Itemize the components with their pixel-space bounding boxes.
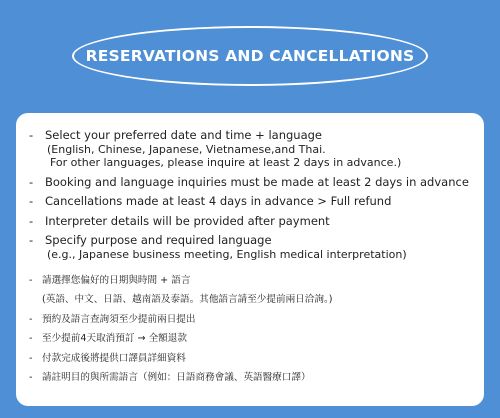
list-item — [29, 332, 474, 345]
title-ellipse — [72, 26, 428, 86]
list-item — [29, 175, 474, 190]
chinese-list — [29, 274, 474, 384]
item-text: 付款完成後將提供口譯員詳細資料 — [42, 352, 186, 364]
item-text: 至少提前4天取消預訂 → 全額退款 — [42, 333, 187, 344]
list-item — [29, 214, 474, 229]
bullet-dash: - — [29, 213, 34, 228]
bullet-dash: - — [29, 128, 34, 142]
item-subtext: (英語、中文、日語、越南語及泰語。其他語言請至少提前兩日洽詢。) — [42, 294, 333, 305]
item-text: 請註明目的與所需語言（例如：日語商務會議、英語醫療口譯） — [42, 372, 311, 383]
english-list — [29, 128, 474, 261]
list-item — [29, 233, 474, 261]
bullet-dash: - — [29, 333, 33, 344]
list-item — [29, 313, 474, 326]
bullet-dash: - — [29, 313, 33, 325]
list-item — [29, 128, 474, 170]
item-subtext: (English, Chinese, Japanese, Vietnamese,and Thai. — [47, 142, 326, 156]
bullet-dash: - — [29, 174, 34, 189]
list-item — [29, 352, 474, 365]
item-text: 請選擇您偏好的日期與時間 + 語言 — [42, 275, 191, 286]
item-text: 預約及語言查詢須至少提前兩日提出 — [42, 313, 196, 325]
item-subtext: (e.g., Japanese business meeting, English medical interpretation) — [47, 247, 407, 261]
bullet-dash: - — [29, 233, 34, 247]
item-text: Cancellations made at least 4 days in advance > Full refund — [45, 194, 392, 208]
bullet-dash: - — [29, 372, 33, 383]
page-title: RESERVATIONS AND CANCELLATIONS — [85, 47, 415, 65]
item-text: Specify purpose and required language — [45, 233, 272, 247]
item-text: Booking and language inquiries must be made at least 2 days in advance — [45, 174, 469, 189]
list-item — [29, 371, 474, 384]
bullet-dash: - — [29, 194, 34, 208]
list-item — [29, 274, 474, 306]
bullet-dash: - — [29, 275, 33, 286]
item-text: Interpreter details will be provided after payment — [45, 213, 330, 228]
bullet-dash: - — [29, 352, 33, 364]
item-text: Select your preferred date and time + language — [45, 128, 322, 142]
info-card — [16, 113, 484, 406]
item-subtext: For other languages, please inquire at least 2 days in advance.) — [50, 156, 402, 169]
list-item — [29, 194, 474, 209]
